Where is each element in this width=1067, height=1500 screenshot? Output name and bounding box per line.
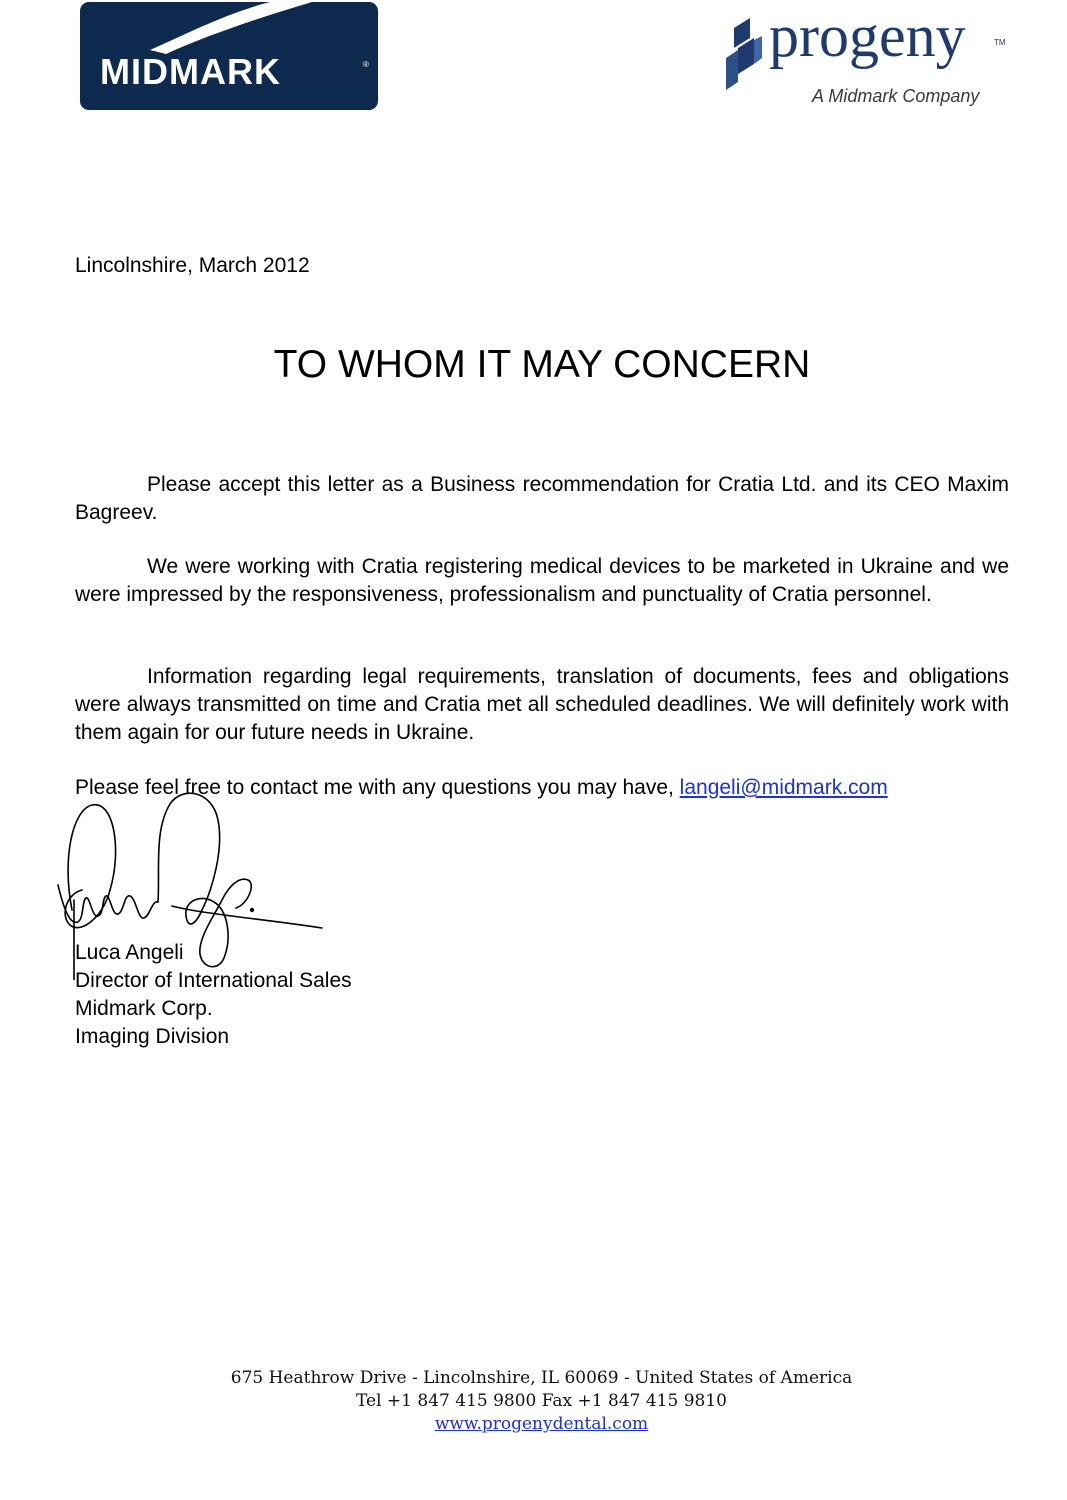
footer — [0, 1367, 1067, 1436]
paragraph-information: Information regarding legal requirements, translation of documents, fees and obligations were always transmitted on time and Cratia met all scheduled deadlines. We will definitely work with them again for our future needs in Ukraine. — [75, 665, 1009, 744]
paragraph-recommendation: Please accept this letter as a Business recommendation for Cratia Ltd. and its CEO Maxim Bagreev. — [75, 473, 1009, 524]
progeny-mark-icon — [724, 14, 764, 90]
midmark-logo — [80, 2, 378, 110]
footer-address: 675 Heathrow Drive - Lincolnshire, IL 60069 - United States of America — [230, 1368, 853, 1388]
progeny-logo-text: progeny — [769, 3, 966, 69]
progeny-tagline: A Midmark Company — [812, 86, 980, 106]
paragraph-experience: We were working with Cratia registering medical devices to be marketed in Ukraine and we were impressed by the responsiveness, professionalism and punctuality of Cratia personnel. — [75, 555, 1009, 606]
date-line: Lincolnshire, March 2012 — [75, 254, 310, 277]
registered-mark: ® — [363, 60, 369, 69]
letter-heading: TO WHOM IT MAY CONCERN — [273, 343, 811, 386]
footer-phone-fax: Tel +1 847 415 9800 Fax +1 847 415 9810 — [356, 1391, 727, 1411]
midmark-logo-text: MIDMARK — [100, 51, 281, 92]
contact-email-link[interactable]: langeli@midmark.com — [679, 776, 888, 799]
signature-block — [75, 939, 352, 1051]
progeny-logo — [724, 3, 1014, 112]
trademark-mark: TM — [994, 38, 1006, 47]
signatory-title: Director of International Sales — [75, 969, 352, 992]
footer-website-link[interactable]: www.progenydental.com — [434, 1414, 649, 1434]
signatory-division: Imaging Division — [75, 1025, 230, 1048]
signatory-company: Midmark Corp. — [75, 997, 213, 1020]
contact-text: Please feel free to contact me with any questions you may have, — [75, 776, 680, 799]
signatory-name: Luca Angeli — [75, 941, 184, 964]
